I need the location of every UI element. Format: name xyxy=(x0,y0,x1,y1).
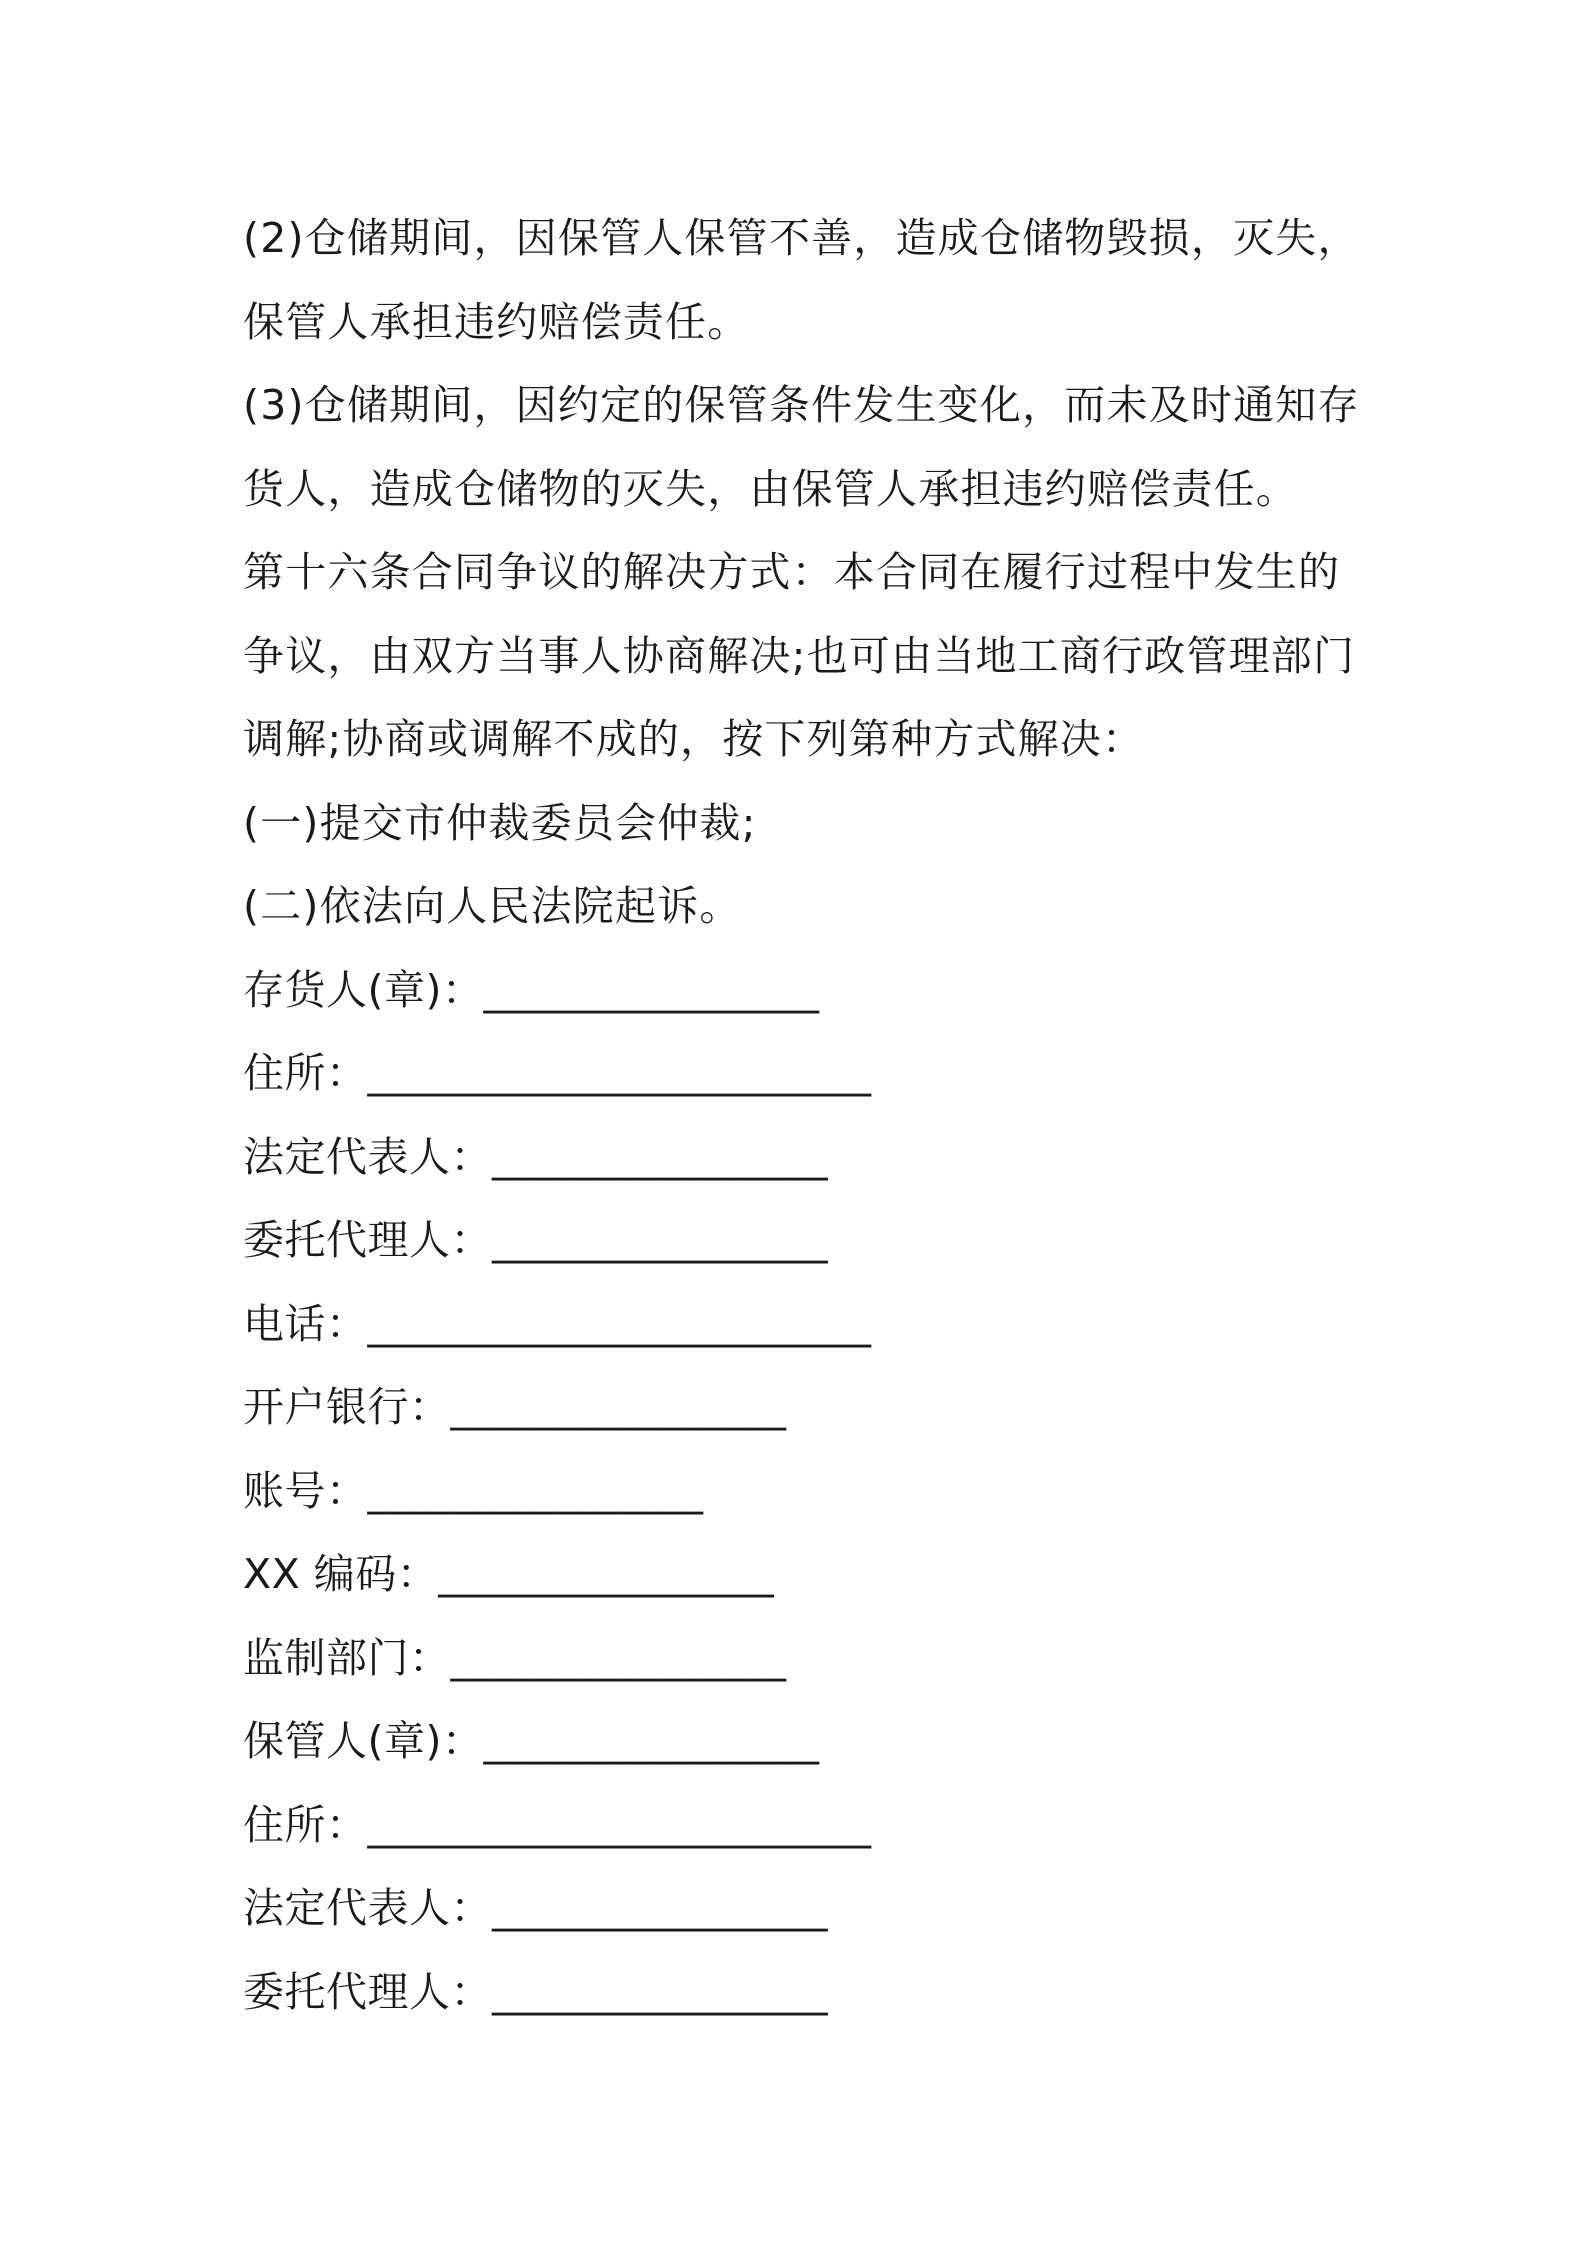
depositor-seal-field: 存货人(章)：________________ xyxy=(243,965,820,1014)
article-16-line-3: 调解;协商或调解不成的，按下列第种方式解决： xyxy=(243,715,1145,763)
clause-2-line-1: (2)仓储期间，因保管人保管不善，造成仓储物毁损，灭失， xyxy=(243,214,1360,262)
depositor-address-field: 住所：________________________ xyxy=(243,1049,872,1097)
depositor-account-field: 账号：________________ xyxy=(243,1466,704,1515)
depositor-phone-field: 电话：________________________ xyxy=(243,1299,872,1348)
clause-3-line-2: 货人，造成仓储物的灭失，由保管人承担违约赔偿责任。 xyxy=(243,464,1298,513)
keeper-seal-field: 保管人(章)：________________ xyxy=(243,1717,820,1765)
depositor-legal-rep-field: 法定代表人：________________ xyxy=(243,1132,828,1181)
depositor-bank-field: 开户银行：________________ xyxy=(243,1383,787,1431)
clause-3-line-1: (3)仓储期间，因约定的保管条件发生变化，而未及时通知存 xyxy=(243,381,1360,429)
contract-body xyxy=(243,197,1363,2034)
clause-2-line-2: 保管人承担违约赔偿责任。 xyxy=(243,297,750,346)
option-litigation: (二)依法向人民法院起诉。 xyxy=(243,882,742,930)
depositor-code-field: XX 编码：________________ xyxy=(243,1550,775,1598)
option-arbitration: (一)提交市仲裁委员会仲裁; xyxy=(243,798,757,847)
keeper-agent-field: 委托代理人：________________ xyxy=(243,1967,828,2016)
keeper-legal-rep-field: 法定代表人：________________ xyxy=(243,1884,828,1932)
article-16-line-1: 第十六条合同争议的解决方式：本合同在履行过程中发生的 xyxy=(243,548,1341,596)
supervising-dept-field: 监制部门：________________ xyxy=(243,1633,787,1682)
article-16-line-2: 争议，由双方当事人协商解决;也可由当地工商行政管理部门 xyxy=(243,631,1356,680)
keeper-address-field: 住所：________________________ xyxy=(243,1800,872,1849)
depositor-agent-field: 委托代理人：________________ xyxy=(243,1216,828,1264)
